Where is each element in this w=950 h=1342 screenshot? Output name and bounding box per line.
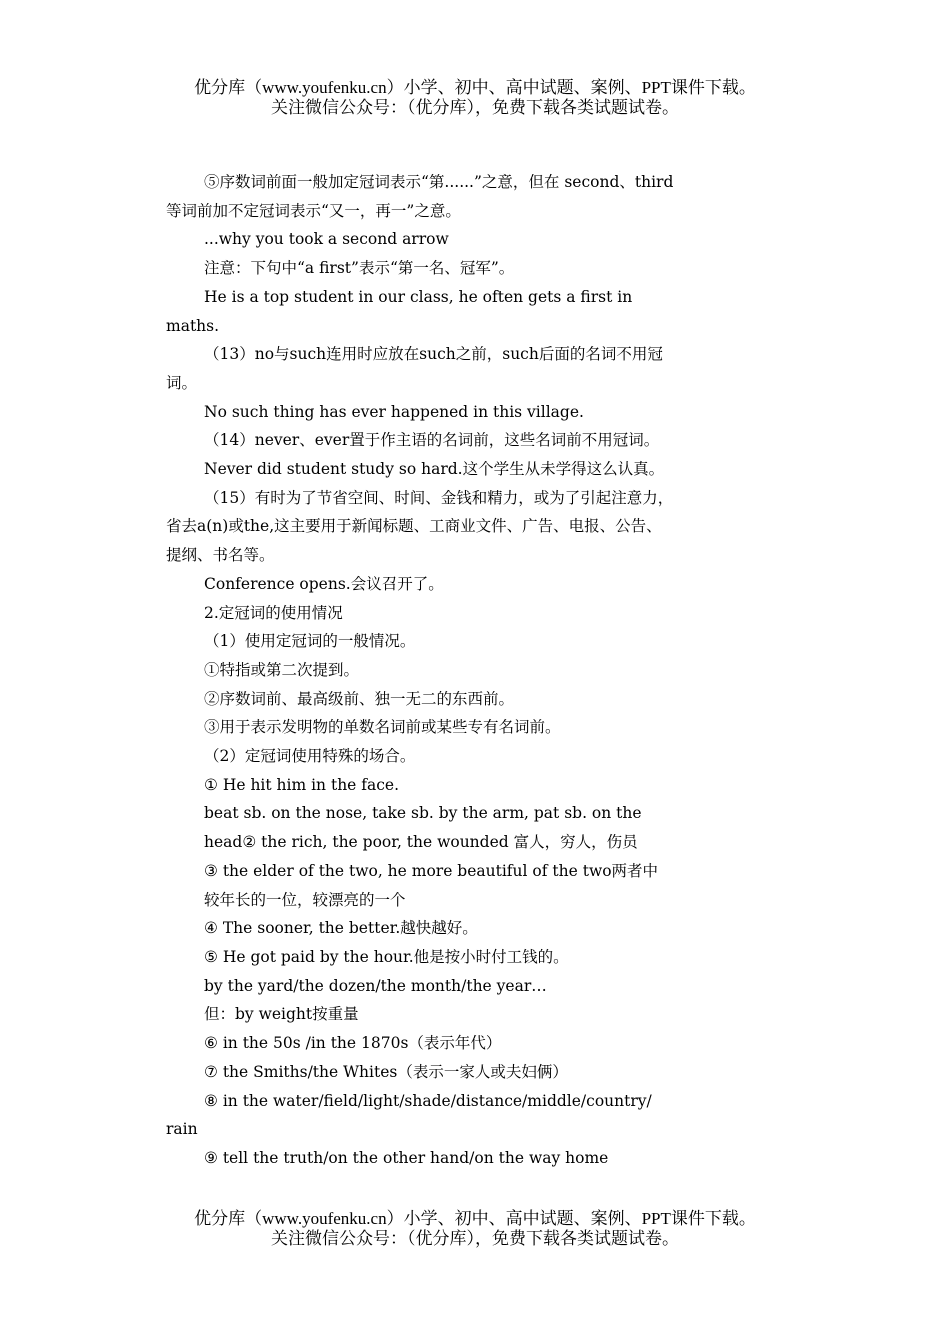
special-item-8-line-1: ⑧ in the water/field/light/shade/distance/middle/country/ bbox=[204, 1091, 652, 1110]
example-conference-opens: Conference opens.会议召开了。 bbox=[204, 574, 444, 593]
page-header bbox=[0, 78, 950, 118]
special-item-3-line-2: 较年长的一位，较漂亮的一个 bbox=[204, 890, 406, 909]
subsection-special-usage: （2）定冠词使用特殊的场合。 bbox=[204, 747, 416, 766]
footer-line-2: 关注微信公众号：（优分库），免费下载各类试题试卷。 bbox=[271, 1229, 679, 1248]
rule-15-line-3: 提纲、书名等。 bbox=[166, 546, 275, 565]
example-top-student-line-2: maths. bbox=[166, 316, 220, 335]
paragraph-ordinal-article-line-2: 等词前加不定冠词表示“又一，再一”之意。 bbox=[166, 201, 461, 220]
rule-15-line-1: （15）有时为了节省空间、时间、金钱和精力，或为了引起注意力， bbox=[204, 488, 674, 507]
special-item-3-line-1: ③ the elder of the two, he more beautiful of the two两者中 bbox=[204, 861, 659, 880]
section-heading-definite-article: 2.定冠词的使用情况 bbox=[204, 603, 343, 622]
special-item-body-parts-line-1: beat sb. on the nose, take sb. by the arm, pat sb. on the bbox=[204, 804, 642, 823]
rule-15-line-2: 省去a(n)或the,这主要用于新闻标题、工商业文件、广告、电报、公告、 bbox=[166, 517, 662, 536]
header-line-2: 关注微信公众号：（优分库），免费下载各类试题试卷。 bbox=[271, 98, 679, 117]
header-line-1: 优分库（www.youfenku.cn）小学、初中、高中试题、案例、PPT课件下载。 bbox=[194, 78, 756, 97]
special-item-5: ⑤ He got paid by the hour.他是按小时付工钱的。 bbox=[204, 947, 569, 966]
special-item-4: ④ The sooner, the better.越快越好。 bbox=[204, 919, 478, 938]
example-second-arrow: ...why you took a second arrow bbox=[204, 230, 449, 249]
special-item-9: ⑨ tell the truth/on the other hand/on the way home bbox=[204, 1148, 609, 1167]
rule-13-line-1: （13）no与such连用时应放在such之前，such后面的名词不用冠 bbox=[204, 345, 663, 364]
paragraph-ordinal-article-line-1: ⑤序数词前面一般加定冠词表示“第......”之意，但在 second、third bbox=[204, 173, 674, 191]
page-footer bbox=[0, 1209, 950, 1249]
rule-13-line-2: 词。 bbox=[166, 373, 198, 392]
special-item-5-exception: 但：by weight按重量 bbox=[204, 1005, 359, 1024]
document-body bbox=[166, 168, 788, 1173]
usage-item-1: ①特指或第二次提到。 bbox=[204, 660, 360, 679]
example-no-such-thing: No such thing has ever happened in this village. bbox=[204, 402, 584, 421]
usage-item-2: ②序数词前、最高级前、独一无二的东西前。 bbox=[204, 689, 515, 708]
example-top-student-line-1: He is a top student in our class, he often gets a first in bbox=[204, 287, 633, 306]
usage-item-3: ③用于表示发明物的单数名词前或某些专有名词前。 bbox=[204, 718, 561, 737]
special-item-7: ⑦ the Smiths/the Whites（表示一家人或夫妇俩） bbox=[204, 1062, 568, 1081]
special-item-5-units: by the yard/the dozen/the month/the year… bbox=[204, 976, 547, 995]
example-never-did: Never did student study so hard.这个学生从未学得这么认真。 bbox=[204, 460, 665, 479]
special-item-8-line-2: rain bbox=[166, 1120, 198, 1139]
note-a-first: 注意：下句中“a first”表示“第一名、冠军”。 bbox=[204, 259, 515, 278]
special-item-6: ⑥ in the 50s /in the 1870s（表示年代） bbox=[204, 1034, 502, 1053]
footer-line-1: 优分库（www.youfenku.cn）小学、初中、高中试题、案例、PPT课件下载。 bbox=[194, 1209, 756, 1228]
special-item-1: ① He hit him in the face. bbox=[204, 775, 400, 794]
special-item-body-parts-line-2: head② the rich, the poor, the wounded 富人，穷人，伤员 bbox=[204, 833, 638, 852]
subsection-general-usage: （1）使用定冠词的一般情况。 bbox=[204, 632, 416, 651]
rule-14: （14）never、ever置于作主语的名词前，这些名词前不用冠词。 bbox=[204, 431, 660, 450]
